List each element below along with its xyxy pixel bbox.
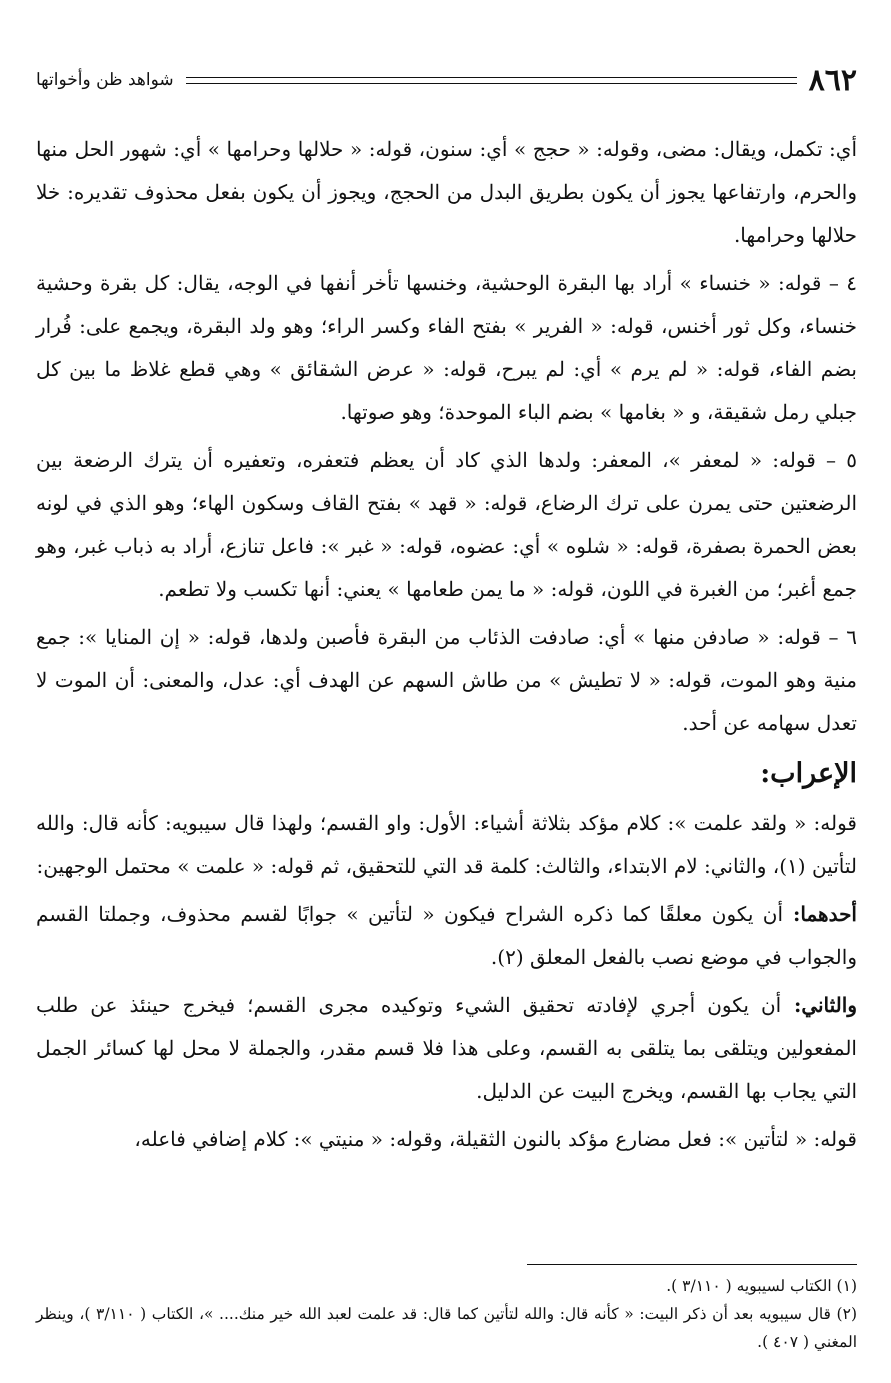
paragraph: أي: تكمل، ويقال: مضى، وقوله: « حجج » أي: سنون، قوله: « حلالها وحرامها » أي: شهور الحل منها والحرم، وارتفاعها يجوز أن يكون بطريق البدل من الحجج، ويجوز أن يكون بفعل محذوف تقديره: خلا حلالها وحرامها. <box>36 137 857 247</box>
analysis-paragraph: أحدهما: أن يكون معلقًا كما ذكره الشراح فيكون « لتأتين » جوابًا لقسم محذوف، وجملتا القسم والجواب في موضع نصب بالفعل المعلق (٢). <box>36 902 857 969</box>
footnote: (٢) قال سيبويه بعد أن ذكر البيت: « كأنه قال: والله لتأتين كما قال: قد علمت لعبد الله خير منك.... »، الكتاب ( ٣/١١٠ )، وينظر المغني ( ٤٠٧ ). <box>36 1305 857 1351</box>
page-header <box>36 62 857 98</box>
paragraph: ٦ – قوله: « صادفن منها » أي: صادفت الذئاب من البقرة فأصبن ولدها، قوله: « إن المنايا »: جمع منية وهو الموت، قوله: « لا تطيش » من طاش السهم عن الهدف أي: عدل، والمعنى: أن الموت لا تعدل سهامه عن أحد. <box>36 625 857 735</box>
header-rule <box>186 77 797 84</box>
paragraph: ٤ – قوله: « خنساء » أراد بها البقرة الوحشية، وخنسها تأخر أنفها في الوجه، يقال: كل بقرة وحشية خنساء، وكل ثور أخنس، قوله: « الفرير » بفتح الفاء وكسر الراء؛ وهو ولد البقرة، ويجمع على: فُرار بضم الفاء، قوله: « لم يرم » أي: لم يبرح، قوله: « عرض الشقائق » وهي قطع غلاظ ما بين كل جبلي رمل شقيقة، و « بغامها » بضم الباء الموحدة؛ وهو صوتها. <box>36 271 857 424</box>
analysis-paragraph: قوله: « لتأتين »: فعل مضارع مؤكد بالنون الثقيلة، وقوله: « منيتي »: كلام إضافي فاعله، <box>134 1127 857 1151</box>
page-body <box>36 128 857 1166</box>
running-title: شواهد ظن وأخواتها <box>36 70 174 90</box>
footnote-divider <box>527 1264 857 1265</box>
analysis-paragraph: قوله: « ولقد علمت »: كلام مؤكد بثلاثة أشياء: الأول: واو القسم؛ ولهذا قال سيبويه: كأنه قال: والله لتأتين (١)، والثاني: لام الابتداء، والثالث: كلمة قد التي للتحقيق، ثم قوله: « علمت » محتمل الوجهين: <box>36 811 857 878</box>
paragraph: ٥ – قوله: « لمعفر »، المعفر: ولدها الذي كاد أن يعظم فتعفره، وتعفيره أن يترك الرضعة بين الرضعتين حتى يمرن على ترك الرضاع، قوله: « قهد » بفتح القاف وسكون الهاء؛ وهو الذي في لونه بعض الحمرة بصفرة، قوله: « شلوه » أي: عضوه، قوله: « غبر »: فاعل تنازع، أراد به ذباب غبر، وهو جمع أغبر؛ من الغبرة في اللون، قوله: « ما يمن طعامها » يعني: أنها تكسب ولا تطعم. <box>36 448 857 601</box>
footnotes <box>36 1272 857 1356</box>
analysis-paragraph: والثاني: أن يكون أجري لإفادته تحقيق الشيء وتوكيده مجرى القسم؛ فيخرج حينئذ عن طلب المفعولين ويتلقى بما يتلقى به القسم، وعلى هذا فلا قسم مقدر، والجملة لا محل لها كسائر الجمل التي يجاب بها القسم، ويخرج البيت عن الدليل. <box>36 993 857 1103</box>
footnote: (١) الكتاب لسيبويه ( ٣/١١٠ ). <box>666 1277 857 1295</box>
section-title: الإعراب: <box>760 758 857 789</box>
page-number: ٨٦٢ <box>808 62 857 98</box>
